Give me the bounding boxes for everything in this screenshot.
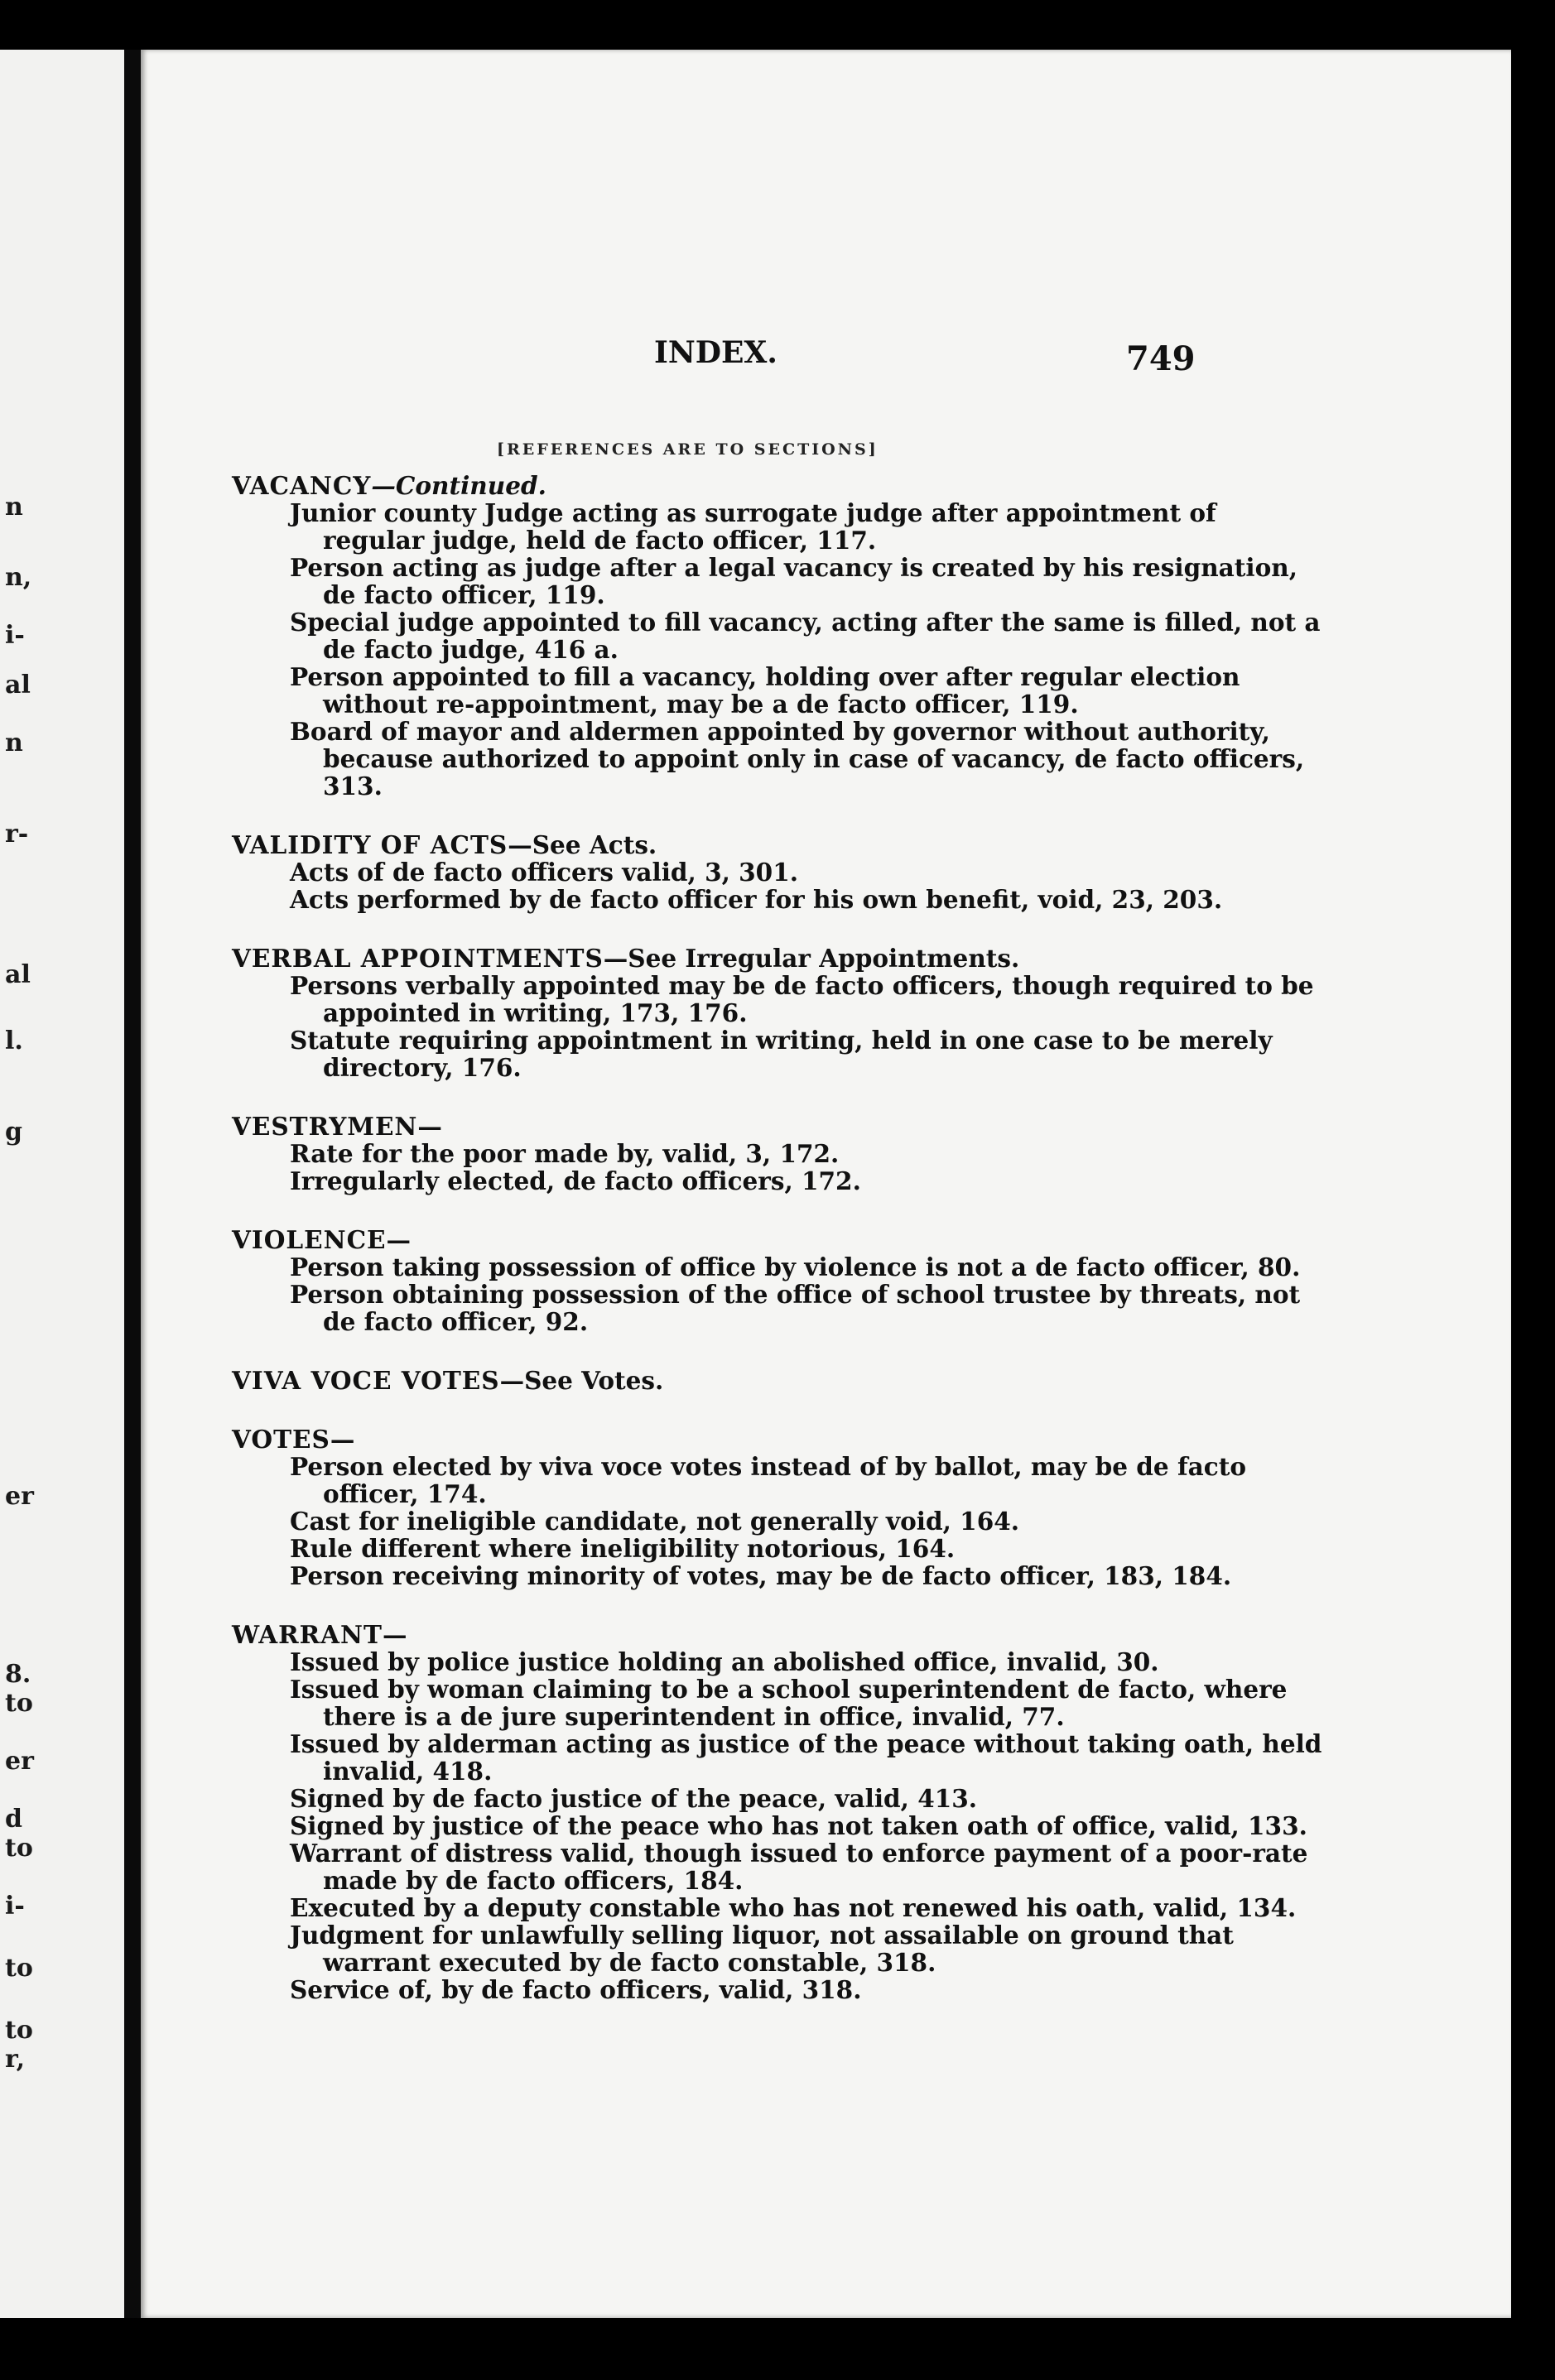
heading-title: VOTES [232, 1425, 330, 1454]
heading-cross-reference: —See Irregular Appointments. [603, 944, 1020, 973]
entry-item: Warrant of distress valid, though issued to enforce payment of a poor-rate made by de facto officers, 184. [290, 1839, 1308, 1895]
index-entry [232, 472, 1325, 800]
page-number: 749 [1126, 339, 1196, 378]
entry-item: Signed by justice of the peace who has not taken oath of office, valid, 133. [290, 1811, 1307, 1840]
margin-fragment: to [5, 1689, 33, 1718]
entry-item: Acts performed by de facto officer for his own benefit, void, 23, 203. [290, 885, 1223, 914]
entry-item: Rate for the poor made by, valid, 3, 172. [290, 1139, 840, 1168]
margin-fragment: r, [5, 2045, 26, 2074]
heading-dash: — [417, 1112, 442, 1141]
margin-fragment: r- [5, 820, 29, 849]
margin-fragment: n [5, 493, 23, 522]
entry-item: Cast for ineligible candidate, not generally void, 164. [290, 1507, 1020, 1536]
index-entry [232, 1113, 1325, 1195]
entry-item: Person taking possession of office by violence is not a de facto officer, 80. [290, 1253, 1301, 1281]
margin-fragment: l. [5, 1027, 23, 1055]
heading-title: VIOLENCE [232, 1225, 387, 1254]
heading-cross-reference: —See Acts. [508, 830, 657, 859]
heading-title: VACANCY [232, 471, 372, 500]
adjacent-page-strip [0, 50, 124, 2318]
entry-item: Special judge appointed to fill vacancy, acting after the same is filled, not a de facto judge, 416 a. [290, 608, 1321, 664]
margin-fragment: to [5, 2016, 33, 2045]
margin-fragment: i- [5, 621, 25, 650]
margin-fragment: er [5, 1747, 34, 1776]
index-entry [232, 1621, 1325, 2003]
margin-fragment: n [5, 728, 23, 757]
margin-fragment: er [5, 1482, 34, 1511]
entry-item: Issued by police justice holding an abolished office, invalid, 30. [290, 1647, 1159, 1676]
heading-dash: — [382, 1620, 407, 1649]
heading-dash: — [386, 1225, 412, 1254]
entry-item: Board of mayor and aldermen appointed by governor without authority, because authorized to appoint only in case of vacancy, de facto officers, 313. [290, 717, 1305, 801]
heading-title: VESTRYMEN [232, 1112, 418, 1141]
index-entries [232, 472, 1325, 2035]
entry-heading [232, 1621, 1325, 1648]
index-entry [232, 945, 1325, 1081]
heading-suffix: —Continued. [371, 471, 546, 500]
index-entry [232, 1426, 1325, 1589]
heading-title: VIVA VOCE VOTES [232, 1366, 500, 1395]
margin-fragment: al [5, 671, 31, 700]
entry-item: Judgment for unlawfully selling liquor, not assailable on ground that warrant executed by de facto constable, 318. [290, 1921, 1234, 1977]
entry-heading [232, 1113, 1325, 1140]
margin-fragment: to [5, 1954, 33, 1983]
entry-heading [232, 1226, 1325, 1253]
margin-fragment: g [5, 1118, 22, 1147]
margin-fragment: i- [5, 1892, 25, 1921]
heading-title: WARRANT [232, 1620, 383, 1649]
margin-fragment: n, [5, 563, 32, 592]
page-title: INDEX. [654, 335, 778, 370]
entry-item: Person acting as judge after a legal vacancy is created by his resignation, de facto officer, 119. [290, 553, 1297, 609]
entry-item: Signed by de facto justice of the peace, valid, 413. [290, 1784, 978, 1813]
entry-heading [232, 1426, 1325, 1453]
entry-heading [232, 945, 1325, 972]
margin-fragment: al [5, 960, 31, 989]
entry-item: Issued by alderman acting as justice of the peace without taking oath, held invalid, 418. [290, 1729, 1322, 1786]
entry-item: Rule different where ineligibility notorious, 164. [290, 1534, 956, 1563]
heading-title: VALIDITY OF ACTS [232, 830, 508, 859]
heading-dash: — [330, 1425, 355, 1454]
entry-item: Person obtaining possession of the office of school trustee by threats, not de facto officer, 92. [290, 1280, 1301, 1336]
entry-item: Irregularly elected, de facto officers, 172. [290, 1166, 861, 1195]
entry-item: Issued by woman claiming to be a school superintendent de facto, where there is a de jure superintendent in office, invalid, 77. [290, 1675, 1288, 1731]
margin-fragment: d [5, 1805, 22, 1834]
entry-item: Persons verbally appointed may be de facto officers, though required to be appointed in writing, 173, 176. [290, 971, 1314, 1027]
entry-item: Junior county Judge acting as surrogate judge after appointment of regular judge, held de facto officer, 117. [290, 498, 1216, 555]
entry-heading [232, 831, 1325, 858]
index-entry [232, 1226, 1325, 1335]
margin-fragment: 8. [5, 1660, 31, 1689]
index-entry [232, 831, 1325, 913]
heading-title: VERBAL APPOINTMENTS [232, 944, 604, 973]
entry-item: Statute requiring appointment in writing, held in one case to be merely directory, 176. [290, 1026, 1273, 1082]
entry-heading [232, 1367, 1325, 1394]
entry-item: Acts of de facto officers valid, 3, 301. [290, 858, 798, 887]
entry-item: Person appointed to fill a vacancy, holding over after regular election without re-appointment, may be a de facto officer, 119. [290, 662, 1240, 719]
index-entry [232, 1367, 1325, 1394]
index-page [141, 50, 1511, 2318]
heading-cross-reference: —See Votes. [499, 1366, 664, 1395]
entry-item: Person receiving minority of votes, may be de facto officer, 183, 184. [290, 1561, 1232, 1590]
entry-item: Service of, by de facto officers, valid, 318. [290, 1975, 862, 2004]
running-head [141, 335, 1511, 385]
book-gutter [124, 50, 141, 2318]
reference-note: [REFERENCES ARE TO SECTIONS] [497, 440, 879, 459]
entry-item: Person elected by viva voce votes instead of by ballot, may be de facto officer, 174. [290, 1452, 1247, 1508]
entry-item: Executed by a deputy constable who has not renewed his oath, valid, 134. [290, 1893, 1297, 1922]
margin-fragment: to [5, 1834, 33, 1863]
entry-heading [232, 472, 1325, 499]
